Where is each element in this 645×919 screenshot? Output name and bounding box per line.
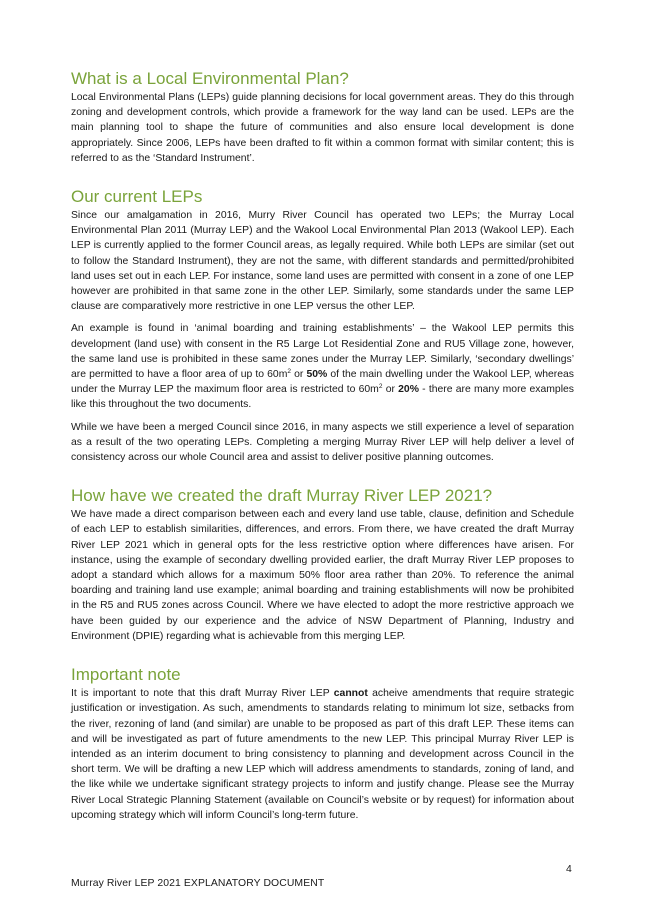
- page-number: 4: [566, 864, 572, 875]
- bold-text: 20%: [398, 384, 419, 396]
- section-heading: What is a Local Environmental Plan?: [71, 69, 349, 88]
- section-important-note: [71, 664, 574, 823]
- section-paragraph: Since our amalgamation in 2016, Murry River Council has operated two LEPs; the Murray Local Environmental Plan 2011 (Murray LEP) and the Wakool Local Environmental Plan 2013 (Wakool LEP). Each LEP is currently applied to the former Council areas, as legally required. While both LEPs are similar (set out to follow the Standard Instrument), they are not the same, with different standards and permitted/prohibited land uses set out in each LEP. For instance, some land uses are permitted with consent in a zone of one LEP however are prohibited in that same zone in the other LEP. Similarly, some standards under the same LEP clause are comparatively more restrictive in one LEP versus the other LEP.: [71, 210, 574, 313]
- section-paragraph: While we have been a merged Council since 2016, in many aspects we still experience a level of separation as a result of the two operating LEPs. Completing a merging Murray River LEP will help deliver a level of consistency across our whole Council area and assist to deliver positive planning outcomes.: [71, 421, 574, 464]
- page-content: [71, 68, 574, 830]
- superscript: 2: [287, 368, 291, 376]
- section-heading: How have we created the draft Murray River LEP 2021?: [71, 486, 493, 506]
- superscript: 2: [378, 383, 383, 391]
- section-current-leps: [71, 186, 574, 465]
- section-heading: Our current LEPs: [71, 187, 203, 207]
- text-run: acheive amendments that require strategic justification or investigation. As such, amendments to standards relating to minimum lot size, setbacks from the river, rezoning of land (and similar) are unable to be proposed as part of this draft LEP. These items can and will be investigated as part of future amendments to the new LEP. This principal Murray River LEP is intended as an interim document to bring consistency to planning and development across Council in the short term. We will be drafting a new LEP which will address amendments to standards, zoning of land, and the like while we undertake significant strategy projects to inform and justify change. Please see the Murray River Local Strategic Planning Statement (available on Council’s website or by request) for information about upcoming strategy which will inform Council’s long-term future.: [71, 688, 574, 821]
- section-paragraph: We have made a direct comparison between each and every land use table, clause, definition and Schedule of each LEP to establish similarities, differences, and errors. From there, we have created the draft Murray River LEP 2021 which in general opts for the less restrictive option where differences have arisen. For instance, using the example of secondary dwelling provided earlier, the draft Murray River LEP proposes to adopt a standard which allows for a maximum 50% floor area rather than 20%. To reference the animal boarding and training land use example; animal boarding and training establishments will now be prohibited in the R5 and RU5 zones across Council. Where we have elected to adopt the more restrictive approach we have been guided by our experience and the advice of NSW Department of Planning, Industry and Environment (DPIE) regarding what is achievable from this merging LEP.: [71, 509, 574, 642]
- text-run: or: [291, 369, 307, 381]
- text-run: - there are many more examples like this throughout the two documents.: [71, 384, 574, 411]
- section-paragraph: [71, 321, 574, 412]
- page-footer: Murray River LEP 2021 EXPLANATORY DOCUMENT: [71, 878, 325, 889]
- section-heading: Important note: [71, 665, 181, 685]
- text-run: of the main dwelling under the Wakool LEP, whereas under the Murray LEP the maximum floor area is restricted to 60m: [71, 369, 575, 396]
- text-run: or: [382, 384, 399, 396]
- section-how-created: [71, 485, 574, 644]
- section-paragraph: [71, 686, 574, 823]
- bold-text: 50%: [306, 369, 328, 381]
- text-run: An example is found in ‘animal boarding and training establishments’ – the Wakool LEP permits this development (land use) with consent in the R5 Large Lot Residential Zone and RU5 Village zone, however, the same land use is prohibited in these same zones under the Murray LEP. Similarly, ‘secondary dwellings’ are permitted to have a floor area of up to 60m: [71, 323, 574, 381]
- bold-text: cannot: [333, 688, 368, 700]
- section-paragraph: Local Environmental Plans (LEPs) guide planning decisions for local government areas. They do this through zoning and development controls, which provide a framework for the way land can be used. LEPs are the main planning tool to shape the future of communities and also ensure local development is done appropriately. Since 2006, LEPs have been drafted to fit within a common format with similar content; this is referred to as the ‘Standard Instrument’.: [71, 92, 574, 164]
- text-run: It is important to note that this draft Murray River LEP: [71, 688, 334, 700]
- section-what-is-lep: [71, 68, 574, 166]
